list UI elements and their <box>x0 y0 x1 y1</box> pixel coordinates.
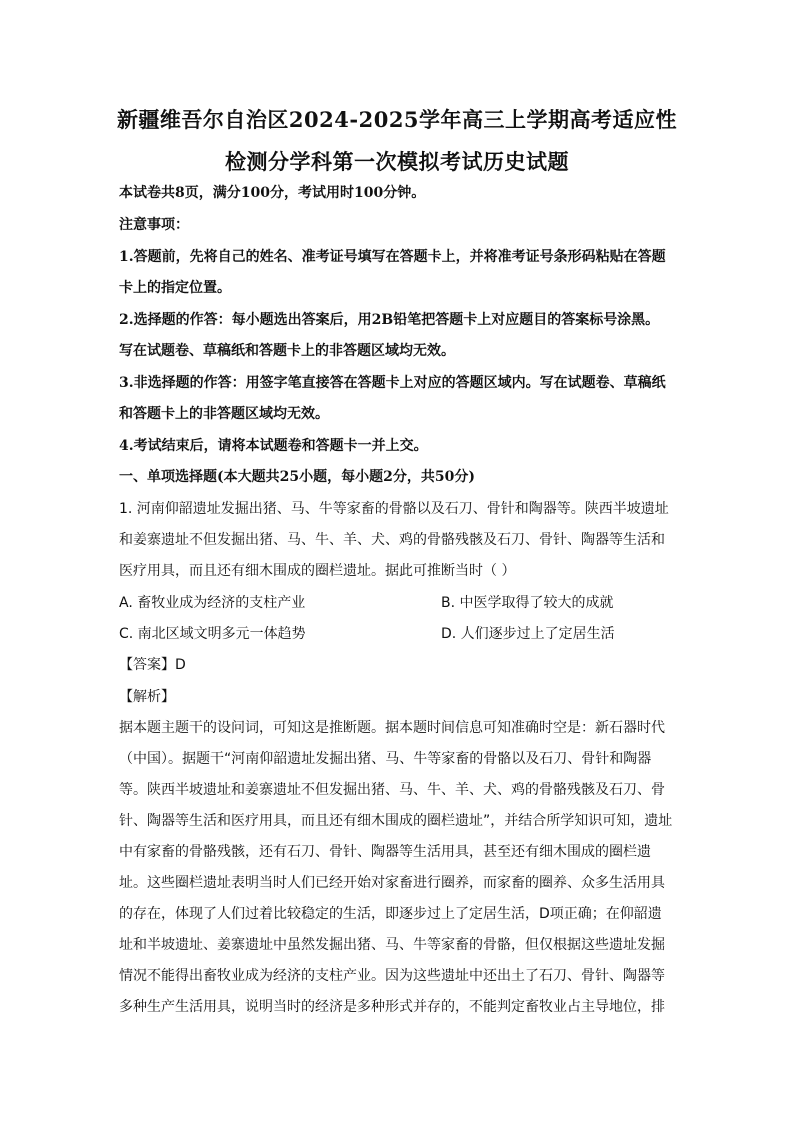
question-1-line-2: 和姜寨遗址不但发掘出猪、马、牛、羊、犬、鸡的骨骼残骸及石刀、骨针、陶器等生活和 <box>119 532 665 548</box>
document-title-line-2: 检测分学科第一次模拟考试历史试题 <box>225 149 569 174</box>
analysis-line: 址和半坡遗址、姜寨遗址中虽然发掘出猪、马、牛等家畜的骨骼，但仅根据这些遗址发掘 <box>119 937 665 953</box>
analysis-line: 的存在，体现了人们过着比较稳定的生活，即逐步过上了定居生活，D项正确；在仰韶遗 <box>119 906 662 922</box>
notice-item-4: 4.考试结束后，请将本试题卷和答题卡一并上交。 <box>119 438 428 454</box>
notice-item-3-line-2: 和答题卡上的非答题区域均无效。 <box>119 406 329 422</box>
option-c: C. 南北区域文明多元一体趋势 <box>119 626 306 642</box>
option-d: D. 人们逐步过上了定居生活 <box>441 626 615 642</box>
question-1-line-1: 1. 河南仰韶遗址发掘出猪、马、牛等家畜的骨骼以及石刀、骨针和陶器等。陕西半坡遗址 <box>119 501 669 517</box>
analysis-line: 据本题主题干的设问词，可知这是推断题。据本题时间信息可知准确时空是：新石器时代 <box>119 720 665 736</box>
notice-item-2-line-1: 2.选择题的作答：每小题选出答案后，用2B铅笔把答题卡上对应题目的答案标号涂黑。 <box>119 312 660 328</box>
notice-item-1-line-2: 卡上的指定位置。 <box>119 280 231 296</box>
analysis-line: 多种生产生活用具，说明当时的经济是多种形式并存的，不能判定畜牧业占主导地位，排 <box>119 999 665 1015</box>
notice-heading: 注意事项： <box>119 217 189 233</box>
answer-label: 【答案】D <box>119 657 186 673</box>
analysis-line: 中有家畜的骨骼残骸，还有石刀、骨针、陶器等生活用具，甚至还有细木围成的圈栏遗 <box>119 844 651 860</box>
analysis-line: 情况不能得出畜牧业成为经济的支柱产业。因为这些遗址中还出土了石刀、骨针、陶器等 <box>119 968 665 984</box>
document-title-line-1: 新疆维吾尔自治区2024-2025学年高三上学期高考适应性 <box>116 107 678 132</box>
section-heading: 一、单项选择题(本大题共25小题，每小题2分，共50分) <box>119 469 475 485</box>
notice-item-3-line-1: 3.非选择题的作答：用签字笔直接答在答题卡上对应的答题区域内。写在试题卷、草稿纸 <box>119 375 666 391</box>
option-b: B. 中医学取得了较大的成就 <box>441 595 614 611</box>
analysis-line: （中国）。据题干“河南仰韶遗址发掘出猪、马、牛等家畜的骨骼以及石刀、骨针和陶器 <box>119 751 652 767</box>
analysis-line: 等。陕西半坡遗址和姜寨遗址不但发掘出猪、马、牛、羊、犬、鸡的骨骼残骸及石刀、骨 <box>119 782 665 798</box>
notice-item-2-line-2: 写在试题卷、草稿纸和答题卡上的非答题区域均无效。 <box>119 343 455 359</box>
notice-item-1-line-1: 1.答题前，先将自己的姓名、准考证号填写在答题卡上，并将准考证号条形码粘贴在答题 <box>119 249 666 265</box>
exam-intro: 本试卷共8页，满分100分，考试用时100分钟。 <box>119 185 426 201</box>
analysis-heading: 【解析】 <box>119 689 175 705</box>
question-1-line-3: 医疗用具，而且还有细木围成的圈栏遗址。据此可推断当时（ ） <box>119 563 516 579</box>
option-a: A. 畜牧业成为经济的支柱产业 <box>119 595 306 611</box>
analysis-line: 针、陶器等生活和医疗用具，而且还有细木围成的圈栏遗址”，并结合所学知识可知，遗址 <box>119 813 673 829</box>
analysis-line: 址。这些圈栏遗址表明当时人们已经开始对家畜进行圈养，而家畜的圈养、众多生活用具 <box>119 875 665 891</box>
